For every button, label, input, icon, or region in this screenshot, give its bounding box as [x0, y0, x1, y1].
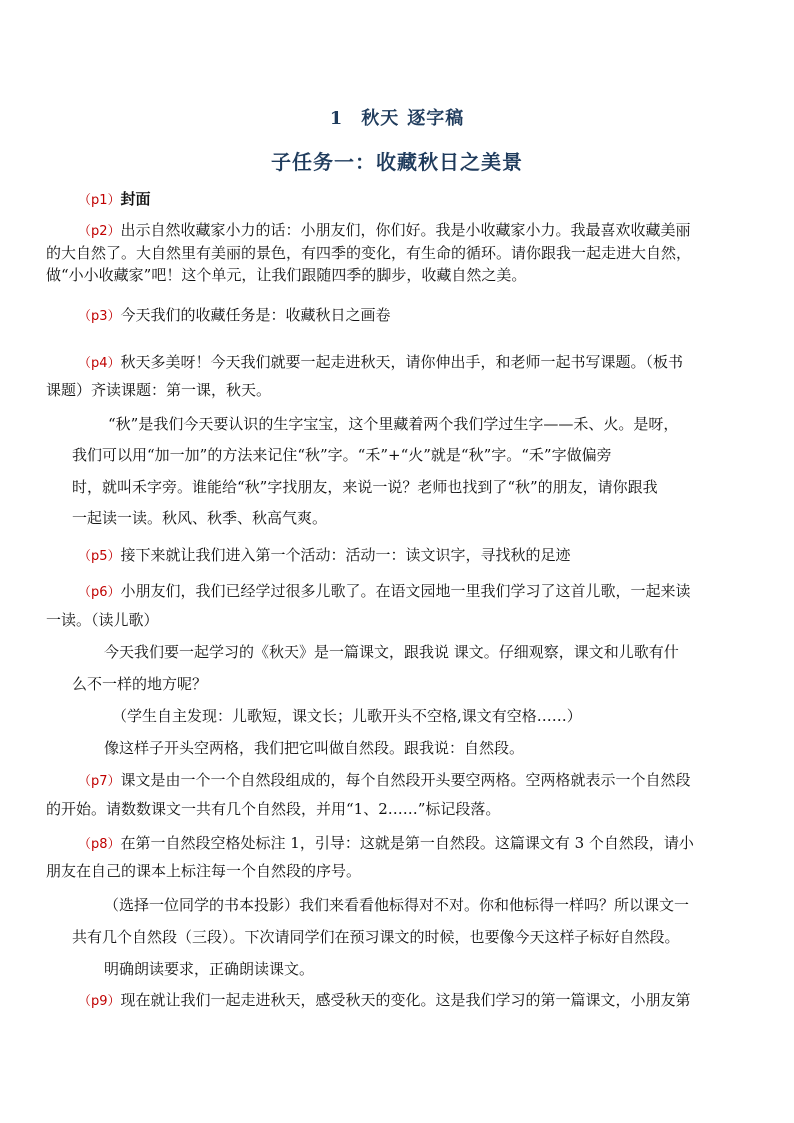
line-p2	[78, 220, 691, 242]
line-p5	[78, 545, 571, 567]
line-text: 现在就让我们一起走进秋天，感受秋天的变化。这是我们学习的第一篇课文，小朋友第	[120, 991, 691, 1009]
line-text: （选择一位同学的书本投影）我们来看看他标得对不对。你和他标得一样吗？所以课文一	[104, 896, 690, 914]
line-text: 共有几个自然段（三段）。下次请同学们在预习课文的时候，也要像今天这样子标好自然段。	[72, 928, 680, 946]
line-text: 课题）齐读课题：第一课，秋天。	[46, 381, 272, 399]
lesson-number: 1	[329, 108, 344, 129]
line-text: 课文是由一个一个自然段组成的，每个自然段开头要空两格。空两格就表示一个自然段	[120, 771, 691, 789]
doc-type: 逐字稿	[407, 108, 465, 129]
page-tag: （p9）	[78, 994, 121, 1009]
line-text: 的开始。请数数课文一共有几个自然段，并用“1、2……”标记段落。	[46, 800, 501, 818]
line-p8	[78, 833, 694, 855]
line-text: 小朋友们，我们已经学过很多儿歌了。在语文园地一里我们学习了这首儿歌，一起来读	[120, 582, 691, 600]
line-p9	[78, 990, 691, 1012]
page-tag: （p8）	[78, 837, 121, 852]
page-tag: （p3）	[78, 309, 121, 324]
line-text: 出示自然收藏家小力的话：小朋友们，你们好。我是小收藏家小力。我最喜欢收藏美丽	[120, 221, 691, 239]
lesson-title	[0, 104, 794, 130]
line-text: 今天我们的收藏任务是：收藏秋日之画卷	[120, 306, 391, 324]
line-p4	[78, 352, 683, 374]
line-text: 时，就叫禾字旁。谁能给“秋”字找朋友，来说一说？老师也找到了“秋”的朋友，请你跟我	[72, 478, 658, 496]
line-text: 像这样子开头空两格，我们把它叫做自然段。跟我说：自然段。	[104, 739, 525, 757]
page-tag: （p4）	[78, 356, 121, 371]
page-tag: （p2）	[78, 224, 121, 239]
line-p6	[78, 581, 691, 603]
page-tag: （p7）	[78, 774, 121, 789]
page-tag: （p5）	[78, 549, 121, 564]
line-text: 在第一自然段空格处标注 1，引导：这就是第一自然段。这篇课文有 3 个自然段，请小	[120, 834, 694, 852]
line-text: 明确朗读要求，正确朗读课文。	[104, 960, 315, 978]
line-text: 一读。（读儿歌）	[46, 611, 159, 629]
line-text: 接下来就让我们进入第一个活动：活动一：读文识字，寻找秋的足迹	[120, 546, 571, 564]
line-text: 我们可以用“加一加”的方法来记住“秋”字。“禾”+“火”就是“秋”字。“禾”字做偏旁	[72, 446, 612, 464]
line-p7	[78, 770, 691, 792]
line-text: 做“小小收藏家”吧！这个单元，让我们跟随四季的脚步，收藏自然之美。	[46, 266, 527, 284]
lesson-name: 秋天	[361, 108, 400, 129]
line-text: 的大自然了。大自然里有美丽的景色，有四季的变化，有生命的循环。请你跟我一起走进大自然，	[46, 244, 692, 262]
line-text: 朋友在自己的课本上标注每一个自然段的序号。	[46, 862, 362, 880]
line-text: 封面	[120, 190, 151, 208]
line-p1	[78, 189, 151, 211]
subtask-title: 子任务一：收藏秋日之美景	[271, 150, 523, 174]
page-tag: （p1）	[78, 193, 121, 208]
line-p3	[78, 305, 391, 327]
line-text: 秋天多美呀！今天我们就要一起走进秋天，请你伸出手，和老师一起书写课题。（板书	[120, 353, 684, 371]
line-text: （学生自主发现：儿歌短，课文长；儿歌开头不空格,课文有空格……）	[112, 707, 582, 725]
line-text: 么不一样的地方呢？	[72, 675, 208, 693]
page-tag: （p6）	[78, 585, 121, 600]
line-text: 今天我们要一起学习的《秋天》是一篇课文，跟我说 课文。仔细观察，课文和儿歌有什	[104, 643, 679, 661]
line-text: 一起读一读。秋风、秋季、秋高气爽。	[72, 509, 328, 527]
line-text: “秋”是我们今天要认识的生字宝宝，这个里藏着两个我们学过生字——禾、火。是呀，	[108, 415, 679, 433]
